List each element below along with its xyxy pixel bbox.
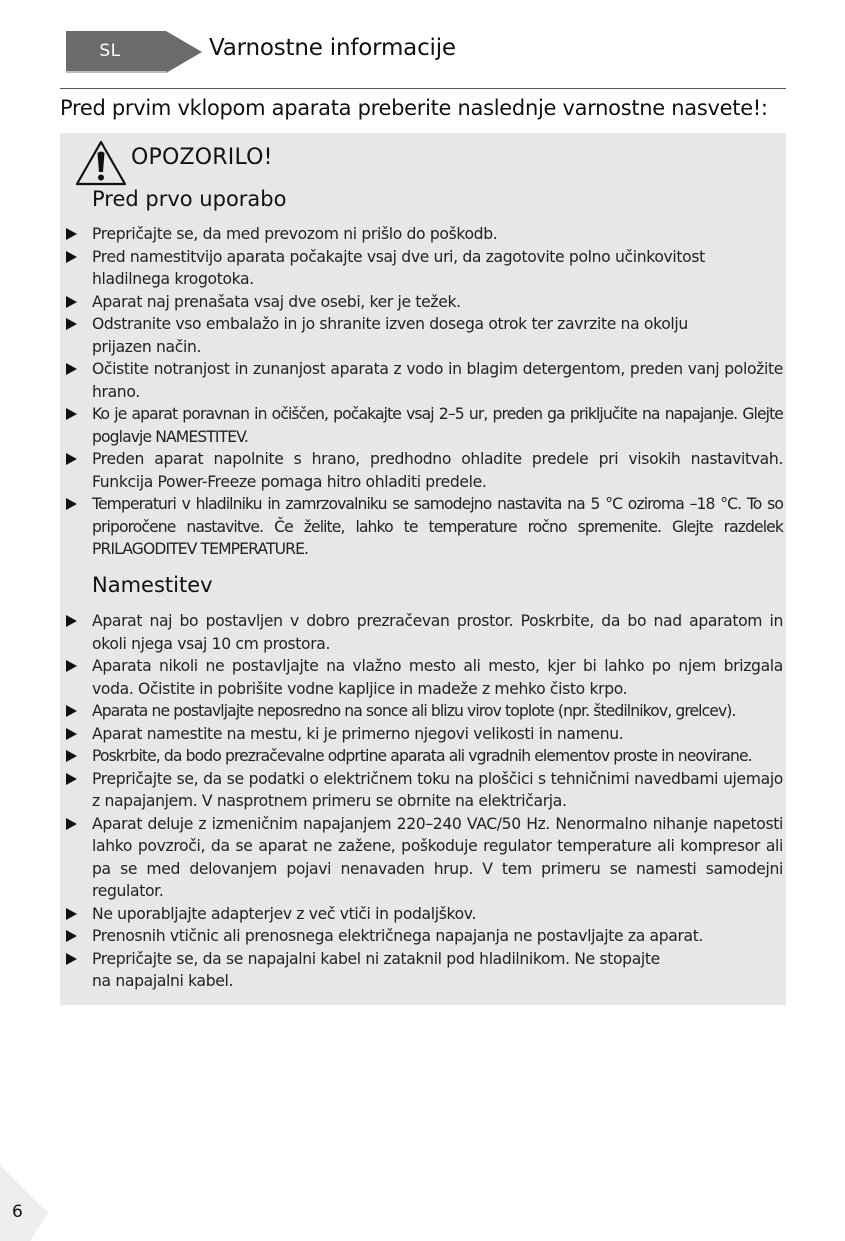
bullet-arrow-icon xyxy=(66,228,77,240)
bullet-arrow-icon xyxy=(66,728,77,740)
intro-heading: Pred prvim vklopom aparata preberite naslednje varnostne nasvete!: xyxy=(60,96,768,120)
bullet-arrow-icon xyxy=(66,930,77,942)
language-tab xyxy=(66,31,202,73)
bullet-arrow-icon xyxy=(66,296,77,308)
list-item: Ne uporabljajte adapterjev z več vtiči in podaljškov. xyxy=(60,903,786,926)
list-item: Prenosnih vtičnic ali prenosnega električnega napajanja ne postavljajte za aparat. xyxy=(60,925,786,948)
header-divider xyxy=(60,88,786,89)
list-item: Aparata nikoli ne postavljajte na vlažno mesto ali mesto, kjer bi lahko po njem brizgala voda. Očistite in pobrišite vodne kapljice in madeže z mehko čisto krpo. xyxy=(60,655,786,700)
bullet-arrow-icon xyxy=(66,318,77,330)
page-number: 6 xyxy=(12,1202,23,1222)
page-corner-tab xyxy=(0,1165,50,1241)
bullet-arrow-icon xyxy=(66,953,77,965)
warning-title: OPOZORILO! xyxy=(131,145,273,170)
section-heading-installation: Namestitev xyxy=(92,573,213,597)
bullet-arrow-icon xyxy=(66,363,77,375)
bullet-arrow-icon xyxy=(66,498,77,510)
bullet-arrow-icon xyxy=(66,408,77,420)
list-item: Aparat naj bo postavljen v dobro prezračevan prostor. Poskrbite, da bo nad aparatom in okoli njega vsaj 10 cm prostora. xyxy=(60,610,786,655)
list-item: Aparat naj prenašata vsaj dve osebi, ker je težek. xyxy=(60,291,786,314)
bullet-arrow-icon xyxy=(66,908,77,920)
list-item: Pred namestitvijo aparata počakajte vsaj dve uri, da zagotovite polno učinkovitost hladilnega krogotoka. xyxy=(60,246,786,291)
warning-box xyxy=(60,133,786,1005)
section-heading-before-first-use: Pred prvo uporabo xyxy=(92,187,287,211)
list-item: Aparat namestite na mestu, ki je primerno njegovi velikosti in namenu. xyxy=(60,723,786,746)
bullet-arrow-icon xyxy=(66,773,77,785)
bullet-arrow-icon xyxy=(66,818,77,830)
list-item: Ko je aparat poravnan in očiščen, počakajte vsaj 2–5 ur, preden ga priključite na napajanje. Glejte poglavje NAMESTITEV. xyxy=(60,403,786,448)
list-item: Prepričajte se, da med prevozom ni prišlo do poškodb. xyxy=(60,223,786,246)
bullet-arrow-icon xyxy=(66,251,77,263)
list-item: Aparat deluje z izmeničnim napajanjem 220–240 VAC/50 Hz. Nenormalno nihanje napetosti lahko povzroči, da se aparat ne zažene, poškoduje regulator temperature ali kompresor ali pa se med delovanjem pojavi nenavaden hrup. V tem primeru se namesti samodejni regulator. xyxy=(60,813,786,903)
warning-triangle-icon xyxy=(74,139,128,187)
bullet-arrow-icon xyxy=(66,615,77,627)
section-title: Varnostne informacije xyxy=(209,35,456,61)
list-item: Prepričajte se, da se podatki o električnem toku na ploščici s tehničnimi navedbami ujemajo z napajanjem. V nasprotnem primeru se obrnite na električarja. xyxy=(60,768,786,813)
list-item: Poskrbite, da bodo prezračevalne odprtine aparata ali vgradnih elementov proste in neovirane. xyxy=(60,745,786,768)
list-item: Temperaturi v hladilniku in zamrzovalniku se samodejno nastavita na 5 °C oziroma –18 °C. To so priporočene nastavitve. Če želite, lahko te temperature ročno spremenite. Glejte razdelek PRILAGODITEV TEMPERATURE. xyxy=(60,493,786,561)
list-item: Aparata ne postavljajte neposredno na sonce ali blizu virov toplote (npr. štedilnikov, grelcev). xyxy=(60,700,786,723)
list-item: Prepričajte se, da se napajalni kabel ni zataknil pod hladilnikom. Ne stopajte na napajalni kabel. xyxy=(60,948,786,993)
installation-list xyxy=(60,610,786,993)
bullet-arrow-icon xyxy=(66,705,77,717)
list-item: Preden aparat napolnite s hrano, predhodno ohladite predele pri visokih nastavitvah. Funkcija Power-Freeze pomaga hitro ohladiti predele. xyxy=(60,448,786,493)
list-item: Očistite notranjost in zunanjost aparata z vodo in blagim detergentom, preden vanj položite hrano. xyxy=(60,358,786,403)
bullet-arrow-icon xyxy=(66,660,77,672)
bullet-arrow-icon xyxy=(66,453,77,465)
list-item: Odstranite vso embalažo in jo shranite izven dosega otrok ter zavrzite na okolju prijazen način. xyxy=(60,313,786,358)
bullet-arrow-icon xyxy=(66,750,77,762)
before-first-use-list xyxy=(60,223,786,561)
language-code: SL xyxy=(99,41,121,61)
